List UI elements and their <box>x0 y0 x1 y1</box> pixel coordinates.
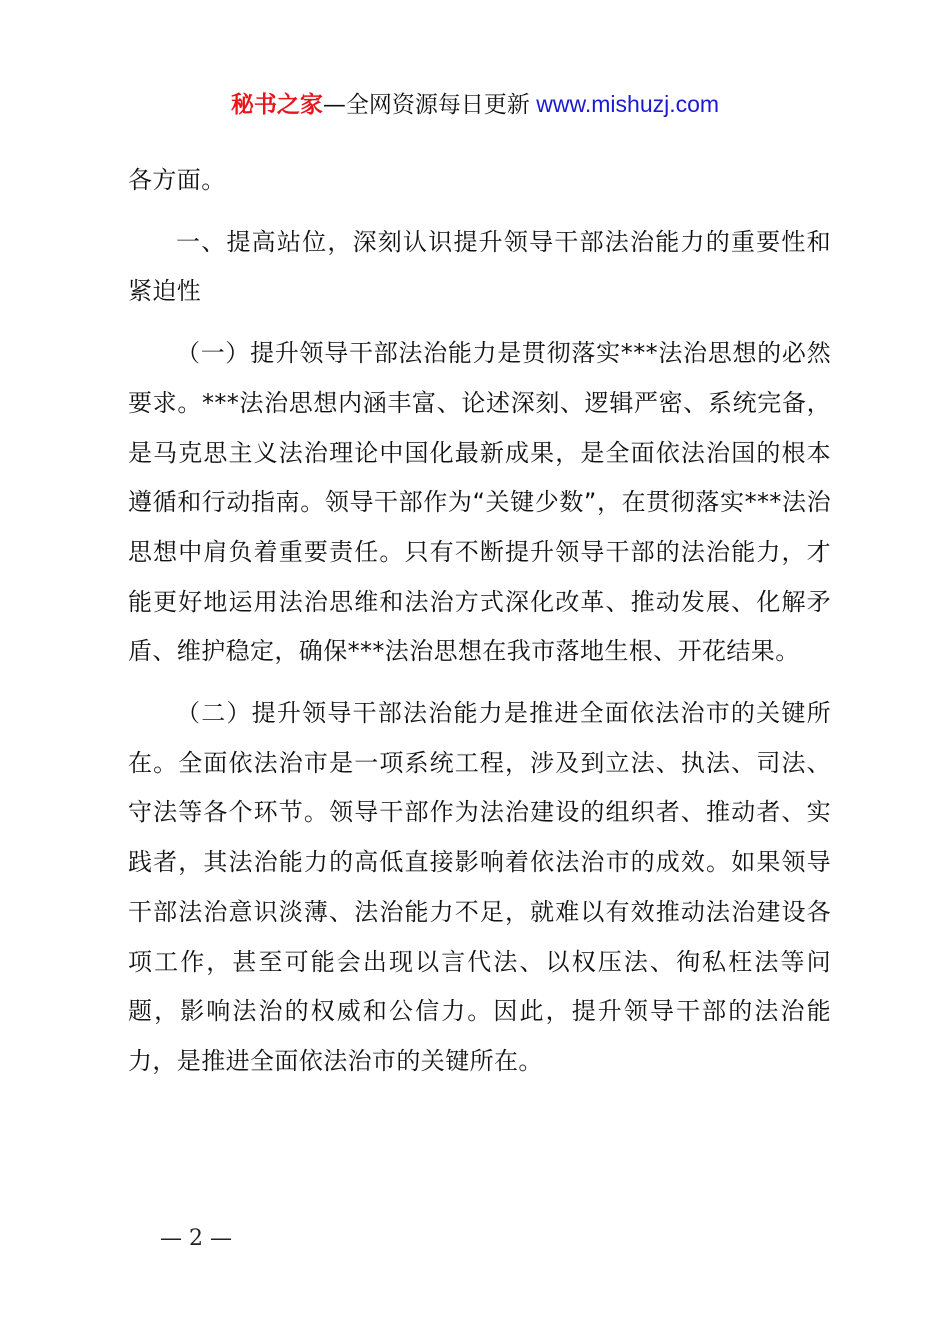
page-number: — 2 — <box>160 1226 232 1251</box>
header-tagline: —全网资源每日更新 <box>322 92 530 118</box>
brand-name: 秘书之家 <box>230 92 323 118</box>
document-body <box>128 156 831 1099</box>
body-paragraph: （二）提升领导干部法治能力是推进全面依法治市的关键所在。全面依法治市是一项系统工程，涉及到立法、执法、司法、守法等各个环节。领导干部作为法治建设的组织者、推动者、实践者，其法治能力的高低直接影响着依法治市的成效。如果领导干部法治意识淡薄、法治能力不足，就难以有效推动法治建设各项工作，甚至可能会出现以言代法、以权压法、徇私枉法等问题，影响法治的权威和公信力。因此，提升领导干部的法治能力，是推进全面依法治市的关键所在。 <box>128 699 831 1075</box>
site-url-link[interactable]: www.mishuzj.com <box>529 91 720 117</box>
section-heading: 一、提高站位，深刻认识提升领导干部法治能力的重要性和紧迫性 <box>128 227 831 306</box>
continuation-paragraph: 各方面。 <box>128 166 226 194</box>
site-header <box>0 86 950 123</box>
body-paragraph: （一）提升领导干部法治能力是贯彻落实***法治思想的必然要求。***法治思想内涵丰富、论述深刻、逻辑严密、系统完备，是马克思主义法治理论中国化最新成果，是全面依法治国的根本遵循和行动指南。领导干部作为“关键少数”，在贯彻落实***法治思想中肩负着重要责任。只有不断提升领导干部的法治能力，才能更好地运用法治思维和法治方式深化改革、推动发展、化解矛盾、维护稳定，确保***法治思想在我市落地生根、开花结果。 <box>128 339 831 666</box>
